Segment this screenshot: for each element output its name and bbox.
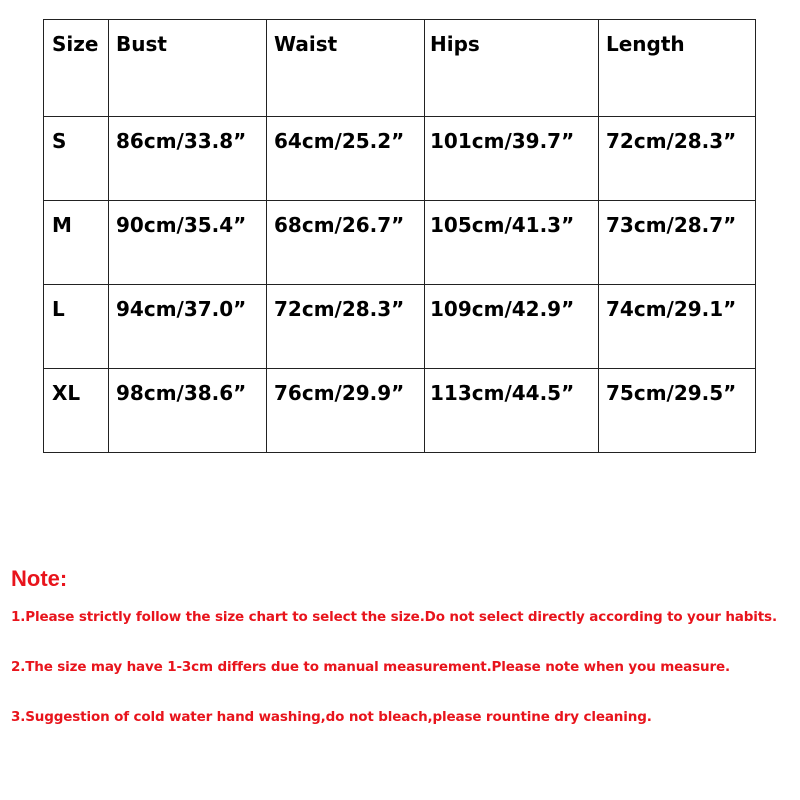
cell-hips: 113cm/44.5” <box>425 369 599 453</box>
cell-waist: 68cm/26.7” <box>267 201 425 285</box>
cell-length: 75cm/29.5” <box>599 369 756 453</box>
cell-waist: 72cm/28.3” <box>267 285 425 369</box>
table-row <box>44 201 756 285</box>
cell-length: 73cm/28.7” <box>599 201 756 285</box>
header-waist: Waist <box>267 20 425 117</box>
cell-bust: 98cm/38.6” <box>109 369 267 453</box>
cell-hips: 101cm/39.7” <box>425 117 599 201</box>
cell-length: 72cm/28.3” <box>599 117 756 201</box>
cell-size: M <box>44 201 109 285</box>
note-line-1: 1.Please strictly follow the size chart to select the size.Do not select directly according to your habits. <box>11 609 777 625</box>
note-line-2: 2.The size may have 1-3cm differs due to manual measurement.Please note when you measure. <box>11 659 730 675</box>
table-row <box>44 285 756 369</box>
table-row <box>44 117 756 201</box>
table-header-row <box>44 20 756 117</box>
cell-bust: 86cm/33.8” <box>109 117 267 201</box>
cell-bust: 94cm/37.0” <box>109 285 267 369</box>
header-hips: Hips <box>425 20 599 117</box>
note-title: Note: <box>11 566 68 591</box>
size-chart-table <box>43 19 756 453</box>
cell-size: XL <box>44 369 109 453</box>
table-row <box>44 369 756 453</box>
cell-waist: 76cm/29.9” <box>267 369 425 453</box>
cell-hips: 109cm/42.9” <box>425 285 599 369</box>
cell-hips: 105cm/41.3” <box>425 201 599 285</box>
cell-length: 74cm/29.1” <box>599 285 756 369</box>
header-length: Length <box>599 20 756 117</box>
cell-size: S <box>44 117 109 201</box>
header-bust: Bust <box>109 20 267 117</box>
note-line-3: 3.Suggestion of cold water hand washing,do not bleach,please rountine dry cleaning. <box>11 709 652 725</box>
cell-bust: 90cm/35.4” <box>109 201 267 285</box>
cell-waist: 64cm/25.2” <box>267 117 425 201</box>
header-size: Size <box>44 20 109 117</box>
cell-size: L <box>44 285 109 369</box>
